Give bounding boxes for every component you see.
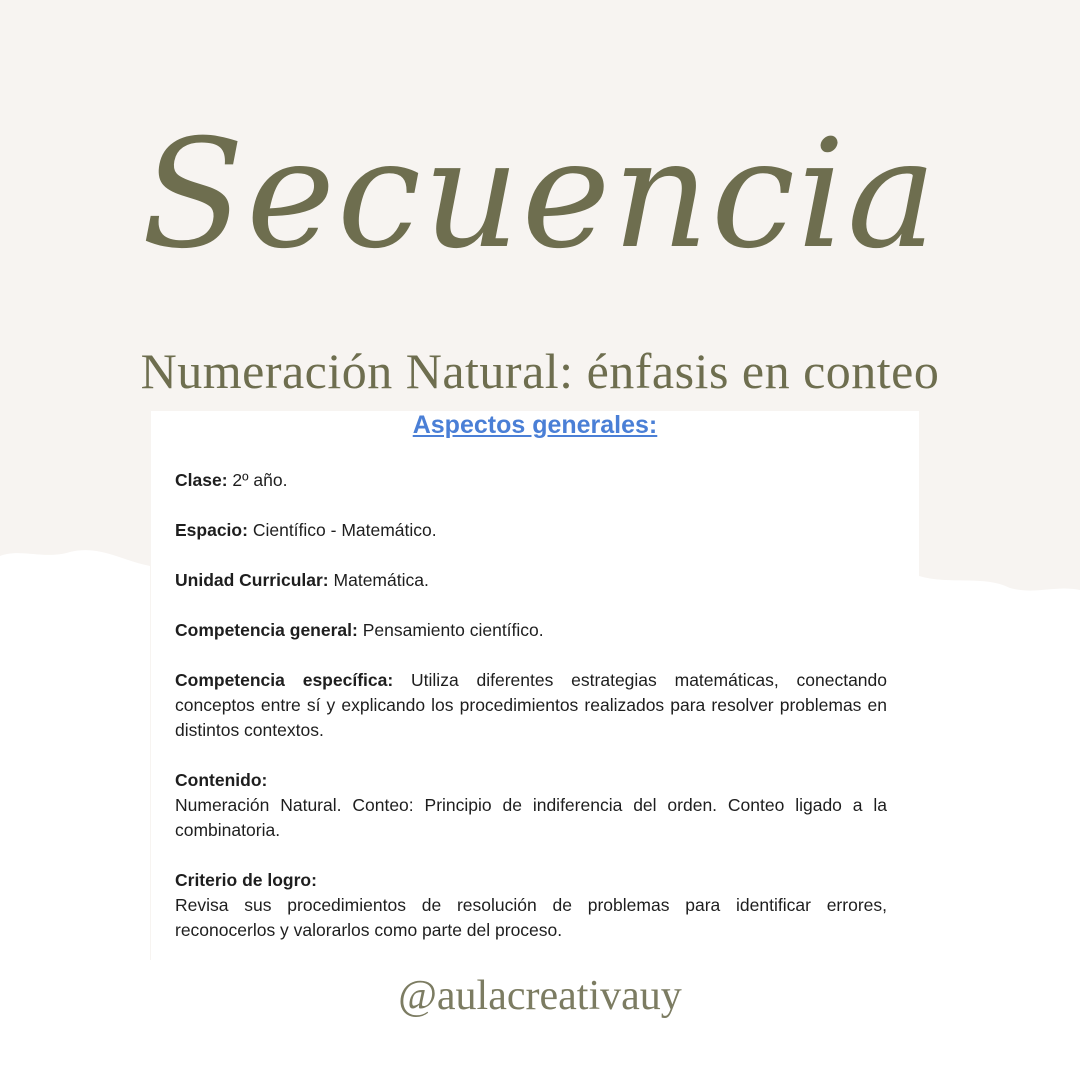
- field-label: Contenido:: [175, 770, 268, 790]
- doc-heading: Aspectos generales:: [412, 411, 658, 439]
- field-clase: [175, 468, 887, 493]
- field-competencia-especifica: [175, 668, 887, 743]
- social-handle: @aulacreativauy: [398, 973, 682, 1019]
- field-label: Espacio:: [175, 520, 248, 540]
- field-competencia-general: [175, 618, 887, 643]
- fields-list: [175, 468, 887, 968]
- subtitle: Numeración Natural: énfasis en conteo: [140, 343, 940, 399]
- field-value: 2º año.: [232, 470, 288, 490]
- field-value: Matemática.: [333, 570, 429, 590]
- field-label: Criterio de logro:: [175, 870, 317, 890]
- field-label: Clase:: [175, 470, 228, 490]
- field-label: Competencia general:: [175, 620, 358, 640]
- field-criterio-de-logro: [175, 868, 887, 943]
- field-espacio: [175, 518, 887, 543]
- field-value: Pensamiento científico.: [362, 620, 544, 640]
- field-value: Numeración Natural. Conteo: Principio de indiferencia del orden. Conteo ligado a la combinatoria.: [175, 795, 887, 840]
- field-value: Científico - Matemático.: [252, 520, 437, 540]
- field-label: Unidad Curricular:: [175, 570, 329, 590]
- script-title: Secuencia: [141, 108, 939, 282]
- field-value: Revisa sus procedimientos de resolución de problemas para identificar errores, reconocerlos y valorarlos como parte del proceso.: [175, 895, 887, 940]
- field-unidad-curricular: [175, 568, 887, 593]
- field-contenido: [175, 768, 887, 843]
- field-value: Utiliza diferentes estrategias matemáticas, conectando conceptos entre sí y explicando los procedimientos realizados para resolver problemas en distintos contextos.: [175, 670, 887, 740]
- field-label: Competencia específica:: [175, 670, 394, 690]
- document-panel: [151, 411, 919, 971]
